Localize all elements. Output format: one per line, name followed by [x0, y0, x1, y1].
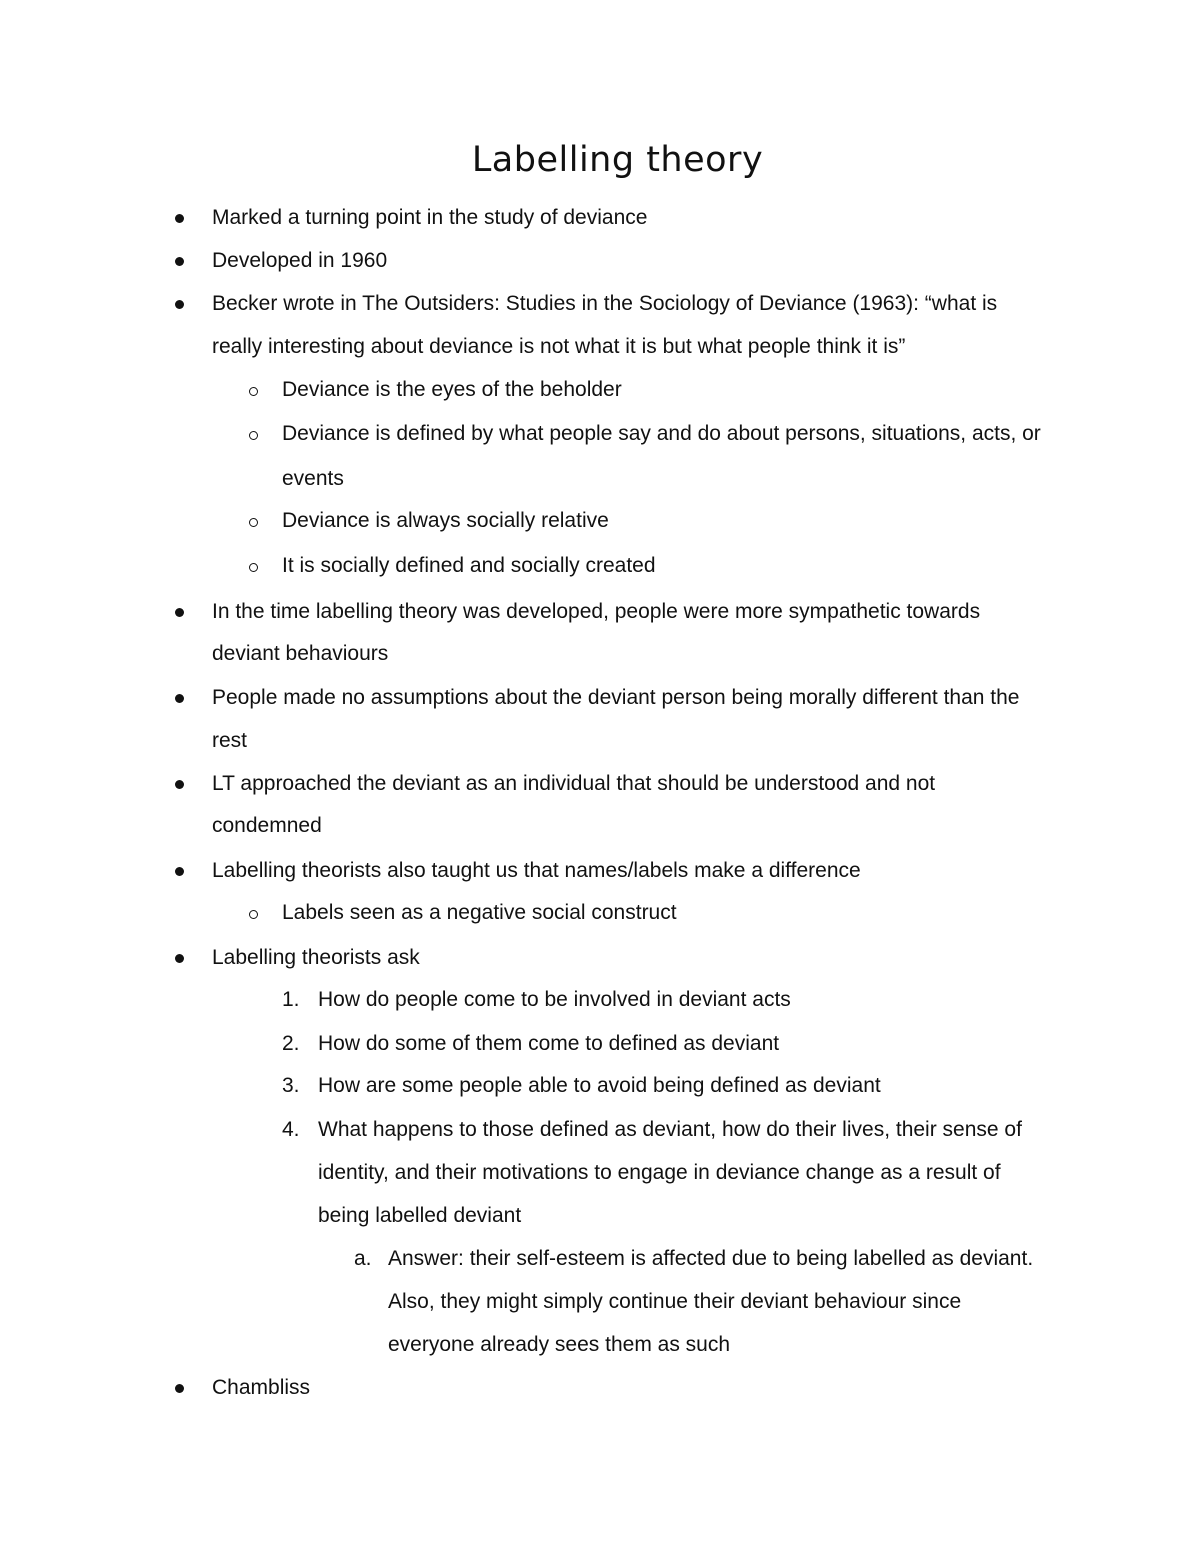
- list-item-continuation: really interesting about deviance is not what it is but what people think it is”: [212, 335, 906, 358]
- list-item: Labelling theorists ask: [212, 946, 420, 969]
- hollow-bullet-icon: [249, 431, 258, 440]
- lettered-item-continuation: everyone already sees them as such: [388, 1333, 731, 1356]
- lettered-item-continuation: Also, they might simply continue their deviant behaviour since: [388, 1290, 962, 1313]
- sub-list-item: Labels seen as a negative social construct: [282, 901, 677, 924]
- bullet-icon: [175, 608, 184, 617]
- list-item: In the time labelling theory was developed, people were more sympathetic towards: [212, 600, 981, 623]
- hollow-bullet-icon: [249, 387, 258, 396]
- list-item: Labelling theorists also taught us that names/labels make a difference: [212, 859, 861, 882]
- numbered-item: What happens to those defined as deviant, how do their lives, their sense of: [318, 1118, 1022, 1141]
- hollow-bullet-icon: [249, 518, 258, 527]
- list-number: 3.: [282, 1074, 300, 1097]
- hollow-bullet-icon: [249, 563, 258, 572]
- sub-list-item: It is socially defined and socially created: [282, 554, 656, 577]
- hollow-bullet-icon: [249, 910, 258, 919]
- list-letter: a.: [354, 1247, 372, 1270]
- bullet-icon: [175, 1384, 184, 1393]
- list-item: People made no assumptions about the deviant person being morally different than the: [212, 686, 1020, 709]
- list-item: Chambliss: [212, 1376, 311, 1399]
- sub-list-item: Deviance is the eyes of the beholder: [282, 378, 622, 401]
- list-item-continuation: rest: [212, 729, 248, 752]
- list-number: 4.: [282, 1118, 300, 1141]
- numbered-item: How do some of them come to defined as deviant: [318, 1032, 780, 1055]
- numbered-item-continuation: being labelled deviant: [318, 1204, 522, 1227]
- bullet-icon: [175, 257, 184, 266]
- list-item: Marked a turning point in the study of deviance: [212, 206, 648, 229]
- numbered-item: How are some people able to avoid being defined as deviant: [318, 1074, 881, 1097]
- bullet-icon: [175, 780, 184, 789]
- list-item: LT approached the deviant as an individual that should be understood and not: [212, 772, 936, 795]
- bullet-icon: [175, 214, 184, 223]
- list-item-continuation: deviant behaviours: [212, 642, 389, 665]
- bullet-icon: [175, 954, 184, 963]
- list-item: Becker wrote in The Outsiders: Studies in the Sociology of Deviance (1963): “what is: [212, 292, 998, 315]
- bullet-icon: [175, 300, 184, 309]
- bullet-icon: [175, 867, 184, 876]
- numbered-item: How do people come to be involved in deviant acts: [318, 988, 791, 1011]
- list-item: Developed in 1960: [212, 249, 388, 272]
- sub-list-item: Deviance is defined by what people say and do about persons, situations, acts, or: [282, 422, 1041, 445]
- numbered-item-continuation: identity, and their motivations to engage in deviance change as a result of: [318, 1161, 1001, 1184]
- bullet-icon: [175, 694, 184, 703]
- list-number: 2.: [282, 1032, 300, 1055]
- sub-list-item-continuation: events: [282, 467, 344, 490]
- list-item-continuation: condemned: [212, 814, 322, 837]
- document-title: Labelling theory: [471, 140, 764, 180]
- lettered-item: Answer: their self-esteem is affected due to being labelled as deviant.: [388, 1247, 1034, 1270]
- list-number: 1.: [282, 988, 300, 1011]
- sub-list-item: Deviance is always socially relative: [282, 509, 609, 532]
